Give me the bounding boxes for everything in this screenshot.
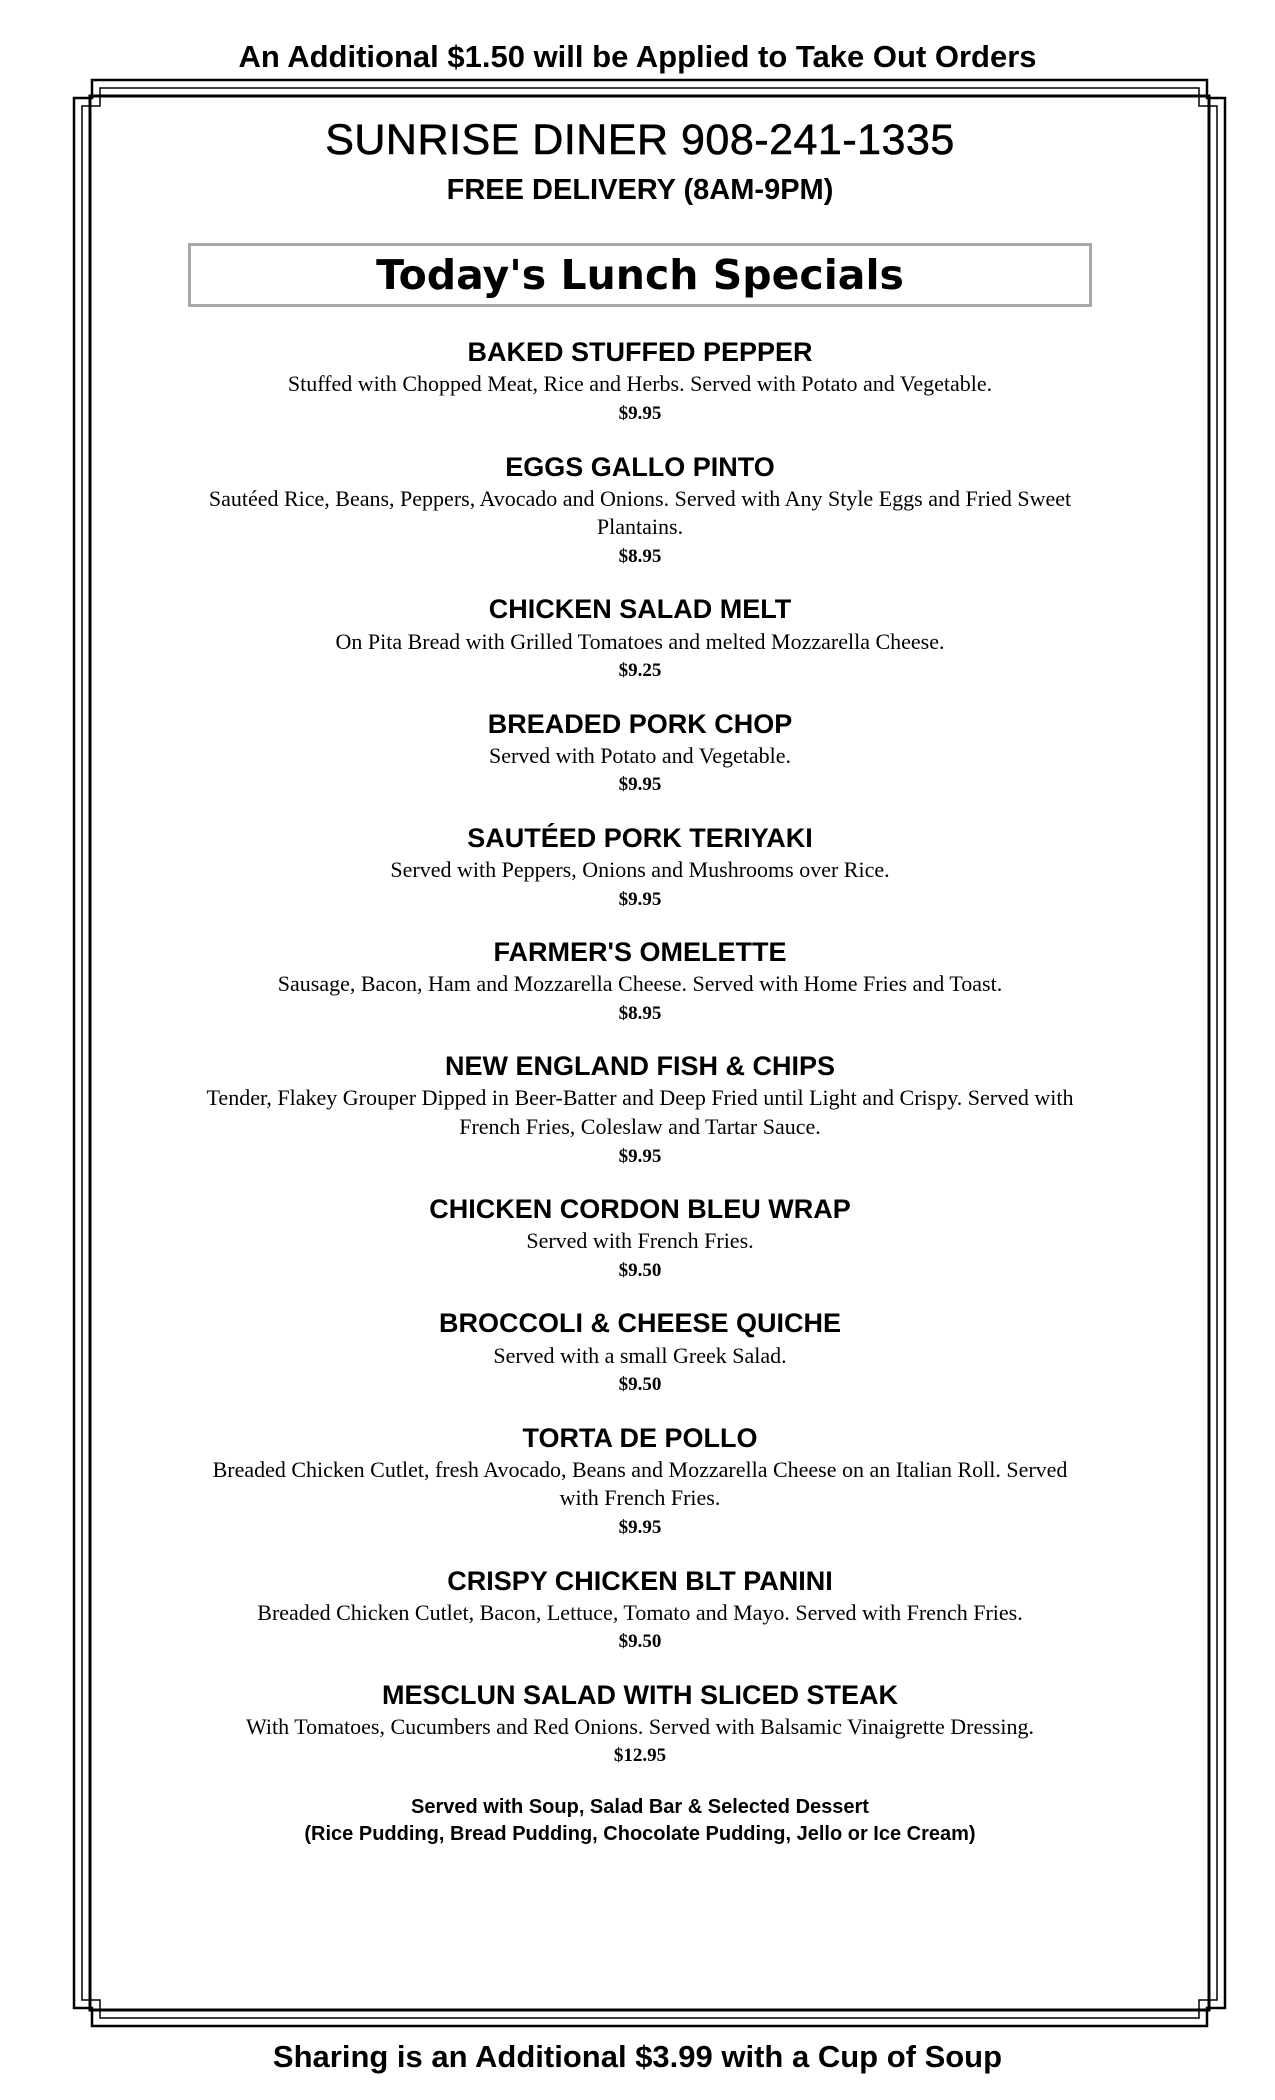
menu-item xyxy=(140,823,1140,913)
item-name: BAKED STUFFED PEPPER xyxy=(467,337,813,368)
diner-name: SUNRISE DINER 908-241-1335 xyxy=(325,116,955,164)
served-with-note xyxy=(140,1794,1140,1848)
item-name: NEW ENGLAND FISH & CHIPS xyxy=(444,1051,835,1082)
item-price: $9.95 xyxy=(618,774,662,796)
item-description: Served with Potato and Vegetable. xyxy=(488,742,792,768)
item-description: On Pita Bread with Grilled Tomatoes and melted Mozzarella Cheese. xyxy=(335,628,945,654)
menu-item xyxy=(140,1051,1140,1170)
item-description: Breaded Chicken Cutlet, fresh Avocado, Beans and Mozzarella Cheese on an Italian Roll. Served with French Fries. xyxy=(212,1456,1068,1511)
item-name: TORTA DE POLLO xyxy=(522,1422,758,1453)
menu-item xyxy=(140,1566,1140,1656)
item-description: Sausage, Bacon, Ham and Mozzarella Cheese. Served with Home Fries and Toast. xyxy=(277,971,1003,997)
item-price: $9.95 xyxy=(618,1516,662,1538)
item-name: EGGS GALLO PINTO xyxy=(505,451,775,482)
item-description: Served with French Fries. xyxy=(526,1228,754,1254)
menu-items xyxy=(140,337,1140,1770)
item-price: $9.50 xyxy=(618,1259,662,1281)
delivery-info: FREE DELIVERY (8AM-9PM) xyxy=(446,173,834,206)
item-name: CHICKEN CORDON BLEU WRAP xyxy=(429,1194,851,1225)
take-out-note: An Additional $1.50 will be Applied to Take Out Orders xyxy=(238,39,1037,74)
item-description: Stuffed with Chopped Meat, Rice and Herbs. Served with Potato and Vegetable. xyxy=(287,371,993,397)
item-price: $12.95 xyxy=(613,1745,667,1767)
menu-item xyxy=(140,452,1140,571)
item-price: $9.95 xyxy=(618,888,662,910)
item-description: Served with a small Greek Salad. xyxy=(493,1342,787,1368)
menu-item xyxy=(140,1680,1140,1770)
item-price: $8.95 xyxy=(618,1002,662,1024)
menu-item xyxy=(140,594,1140,684)
item-name: BREADED PORK CHOP xyxy=(487,708,793,739)
item-description: With Tomatoes, Cucumbers and Red Onions. Served with Balsamic Vinaigrette Dressing. xyxy=(246,1713,1034,1739)
sharing-note: Sharing is an Additional $3.99 with a Cup of Soup xyxy=(272,2039,1003,2074)
menu-item xyxy=(140,1194,1140,1284)
item-name: CHICKEN SALAD MELT xyxy=(488,594,792,625)
menu-content xyxy=(140,115,1140,1848)
item-name: CRISPY CHICKEN BLT PANINI xyxy=(447,1565,833,1596)
menu-item xyxy=(140,337,1140,427)
item-price: $9.50 xyxy=(618,1631,662,1653)
menu-item xyxy=(140,1308,1140,1398)
item-name: SAUTÉED PORK TERIYAKI xyxy=(467,822,813,853)
dessert-options-line: (Rice Pudding, Bread Pudding, Chocolate Pudding, Jello or Ice Cream) xyxy=(304,1822,976,1845)
item-price: $8.95 xyxy=(618,545,662,567)
item-price: $9.25 xyxy=(618,660,662,682)
menu-item xyxy=(140,1423,1140,1542)
served-with-line: Served with Soup, Salad Bar & Selected Dessert xyxy=(411,1795,869,1818)
item-price: $9.95 xyxy=(618,403,662,425)
specials-title: Today's Lunch Specials xyxy=(376,250,904,299)
item-name: BROCCOLI & CHEESE QUICHE xyxy=(438,1308,842,1339)
menu-item xyxy=(140,937,1140,1027)
item-description: Tender, Flakey Grouper Dipped in Beer-Batter and Deep Fried until Light and Crispy. Served with French Fries, Coleslaw and Tartar Sauce. xyxy=(206,1085,1074,1140)
item-description: Sautéed Rice, Beans, Peppers, Avocado and Onions. Served with Any Style Eggs and Fried Sweet Plantains. xyxy=(208,485,1072,540)
item-price: $9.50 xyxy=(618,1374,662,1396)
item-name: MESCLUN SALAD WITH SLICED STEAK xyxy=(382,1679,898,1710)
item-description: Breaded Chicken Cutlet, Bacon, Lettuce, Tomato and Mayo. Served with French Fries. xyxy=(257,1599,1023,1625)
menu-item xyxy=(140,709,1140,799)
item-name: FARMER'S OMELETTE xyxy=(493,937,787,968)
specials-title-box xyxy=(188,243,1092,307)
item-price: $9.95 xyxy=(618,1145,662,1167)
item-description: Served with Peppers, Onions and Mushrooms over Rice. xyxy=(390,856,890,882)
